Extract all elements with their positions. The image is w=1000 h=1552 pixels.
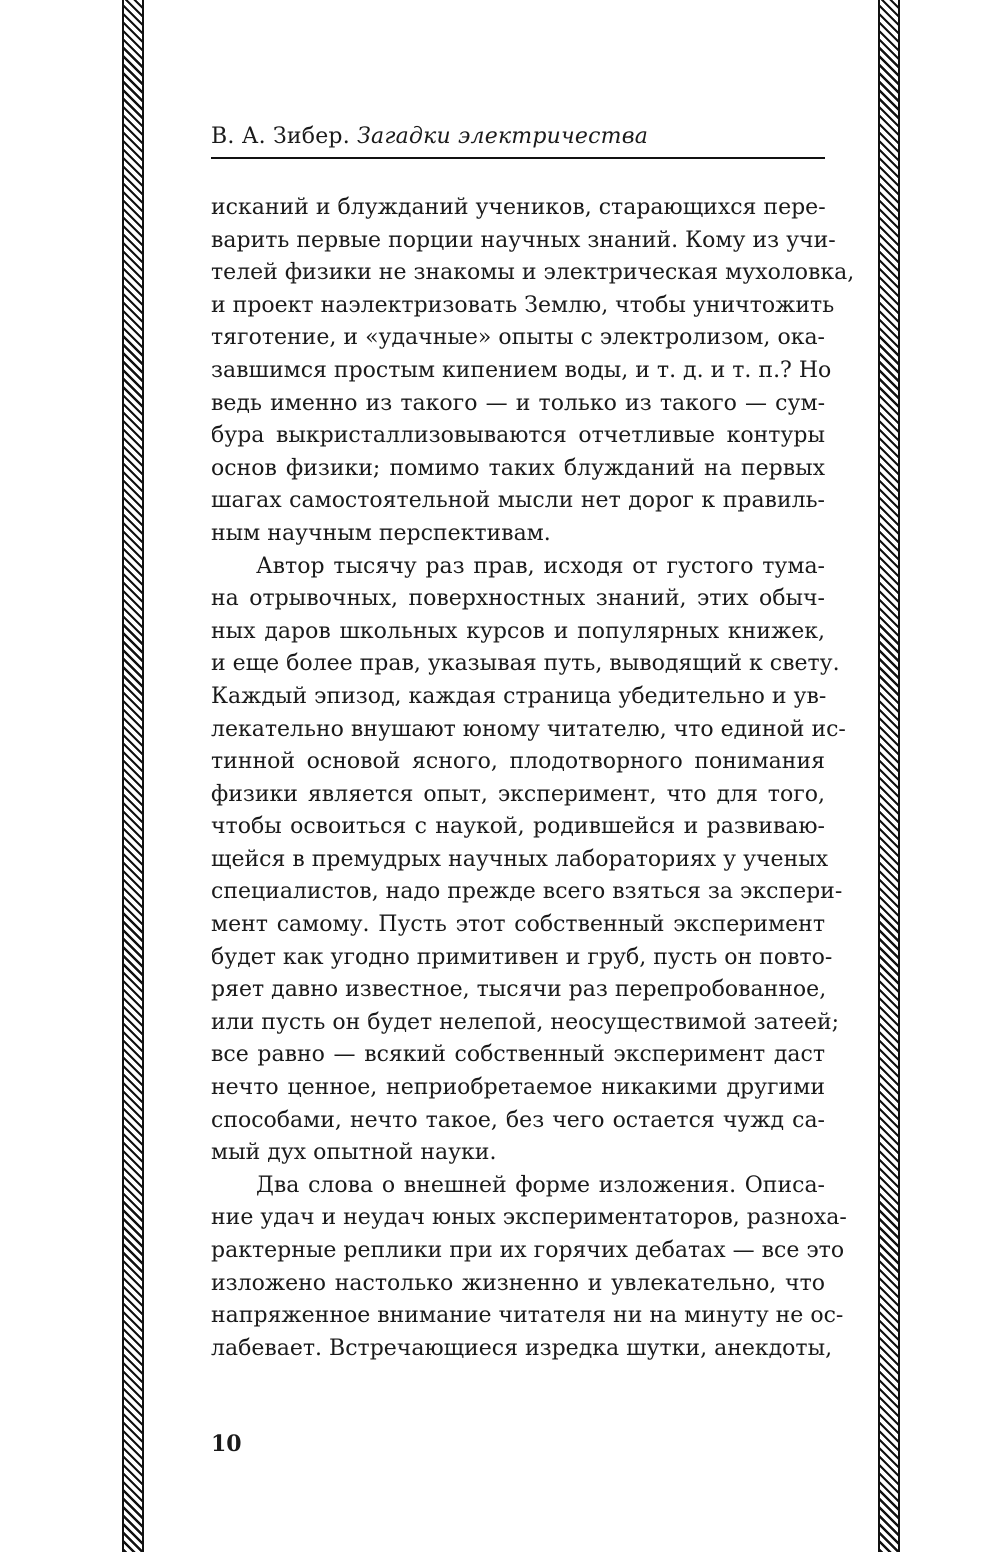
text-line: способами, нечто такое, без чего остается чужд са- (211, 1107, 825, 1133)
text-line: исканий и блужданий учеников, старающихся пере- (211, 195, 826, 220)
text-line: ряет давно известное, тысячи раз перепробованное, (211, 977, 827, 1003)
body-text (211, 192, 855, 1365)
text-line: ных даров школьных курсов и популярных книжек, (211, 618, 825, 644)
paragraph-start: Два слова о внешней форме изложения. Описа- (256, 1172, 825, 1198)
text-line: мент самому. Пусть этот собственный эксперимент (211, 912, 825, 938)
text-line: и еще более прав, указывая путь, выводящий к свету. (211, 651, 840, 677)
text-line: или пусть он будет нелепой, неосуществимой затеей; (211, 1009, 840, 1035)
paragraph-start: Автор тысячу раз прав, исходя от густого тума- (256, 553, 825, 579)
running-header (211, 121, 825, 161)
text-line: нечто ценное, неприобретаемое никакими другими (211, 1075, 825, 1101)
text-line: изложено настолько жизненно и увлекательно, что (211, 1270, 825, 1296)
text-line: завшимся простым кипением воды, и т. д. и т. п.? Но (211, 357, 832, 383)
left-hatched-border (122, 0, 144, 1552)
text-line: будет как угодно примитивен и груб, пусть он повто- (211, 944, 833, 970)
header-title: Загадки электричества (357, 124, 649, 149)
text-line: Каждый эпизод, каждая страница убедительно и ув- (211, 683, 827, 709)
text-line: лекательно внушают юному читателю, что единой ис- (211, 716, 846, 742)
text-line: мый дух опытной науки. (211, 1140, 497, 1166)
text-line: на отрывочных, поверхностных знаний, этих обыч- (211, 586, 825, 612)
text-line: лабевает. Встречающиеся изредка шутки, анекдоты, (211, 1335, 833, 1361)
text-line: тяготение, и «удачные» опыты с электролизом, ока- (211, 325, 825, 351)
right-hatched-border (878, 0, 900, 1552)
text-line: все равно — всякий собственный эксперимент даст (211, 1042, 825, 1068)
text-line: напряженное внимание читателя ни на минуту не ос- (211, 1303, 844, 1329)
text-line: тинной основой ясного, плодотворного понимания (211, 749, 825, 775)
text-line: варить первые порции научных знаний. Кому из учи- (211, 227, 836, 253)
text-line: специалистов, надо прежде всего взяться за экспери- (211, 879, 843, 905)
text-line: чтобы освоиться с наукой, родившейся и развиваю- (211, 814, 825, 840)
text-line: и проект наэлектризовать Землю, чтобы уничтожить (211, 292, 835, 318)
text-line: основ физики; помимо таких блужданий на первых (211, 455, 825, 481)
text-line: бура выкристаллизовываются отчетливые контуры (211, 423, 825, 449)
text-line: шагах самостоятельной мысли нет дорог к правиль- (211, 488, 825, 514)
text-line: телей физики не знакомы и электрическая мухоловка, (211, 260, 855, 286)
text-line: физики является опыт, эксперимент, что для того, (211, 781, 825, 807)
text-line: рактерные реплики при их горячих дебатах — все это (211, 1238, 845, 1263)
text-line: щейся в премудрых научных лабораториях у ученых (211, 846, 829, 872)
page-number: 10 (211, 1431, 242, 1457)
text-line: ным научным перспективам. (211, 520, 551, 546)
text-line: ведь именно из такого — и только из такого — сум- (211, 390, 825, 416)
text-line: ние удач и неудач юных экспериментаторов, разноха- (211, 1205, 847, 1231)
header-author: В. А. Зибер. (211, 124, 350, 149)
header-rule (211, 157, 825, 159)
